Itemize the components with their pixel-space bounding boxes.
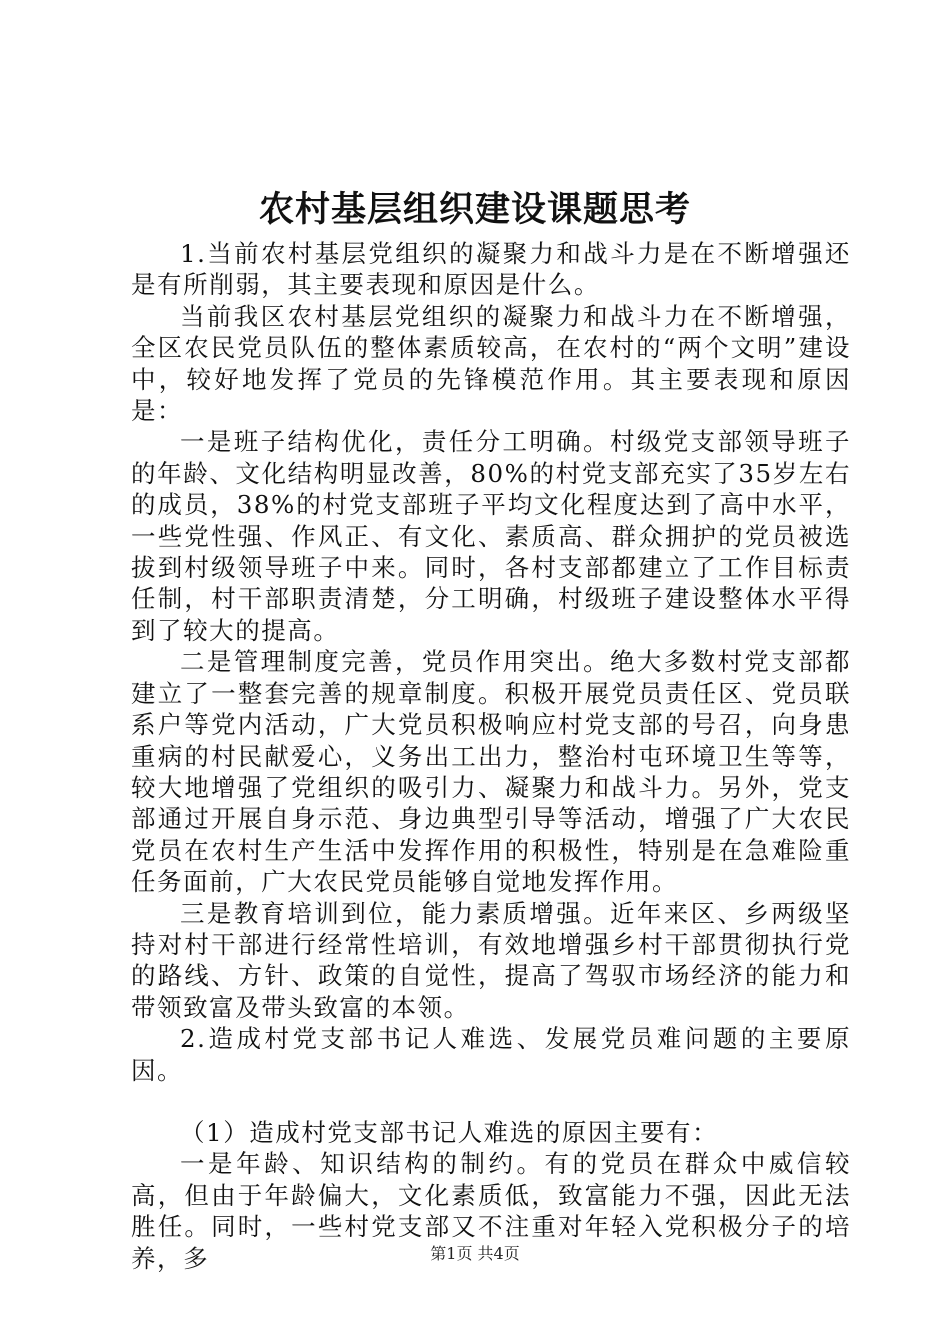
- paragraph-point-3: 三是教育培训到位，能力素质增强。近年来区、乡两级坚持对村干部进行经常性培训，有效地增强乡村干部贯彻执行党的路线、方针、政策的自觉性，提高了驾驭市场经济的能力和带领致富及带头致富的本领。: [131, 898, 851, 1022]
- page-footer: 第1页 共4页: [430, 1244, 520, 1263]
- paragraph-point-2: 二是管理制度完善，党员作用突出。绝大多数村党支部都建立了一整套完善的规章制度。积极开展党员责任区、党员联系户等党内活动，广大党员积极响应村党支部的号召，向身患重病的村民献爱心，义务出工出力，整治村屯环境卫生等等，较大地增强了党组织的吸引力、凝聚力和战斗力。另外，党支部通过开展自身示范、身边典型引导等活动，增强了广大农民党员在农村生产生活中发挥作用的积极性，特别是在急难险重任务面前，广大农民党员能够自觉地发挥作用。: [131, 647, 851, 897]
- paragraph-point-1: 一是班子结构优化，责任分工明确。村级党支部领导班子的年龄、文化结构明显改善，80%的村党支部充实了35岁左右的成员，38%的村党支部班子平均文化程度达到了高中水平，一些党性强、作风正、有文化、素质高、群众拥护的党员被选拔到村级领导班子中来。同时，各村支部都建立了工作目标责任制，村干部职责清楚，分工明确，村级班子建设整体水平得到了较大的提高。: [131, 427, 851, 645]
- paragraph-question-1: 1.当前农村基层党组织的凝聚力和战斗力是在不断增强还是有所削弱，其主要表现和原因是什么。: [131, 239, 851, 300]
- paragraph-answer-intro: 当前我区农村基层党组织的凝聚力和战斗力在不断增强，全区农民党员队伍的整体素质较高，在农村的“两个文明”建设中，较好地发挥了党员的先锋模范作用。其主要表现和原因是：: [131, 301, 851, 426]
- paragraph-subheading-1: （1）造成村党支部书记人难选的原因主要有：: [180, 1117, 719, 1147]
- paragraph-question-2: 2.造成村党支部书记人难选、发展党员难问题的主要原因。: [131, 1024, 851, 1085]
- document-body: [131, 238, 851, 1274]
- paragraph-reason-1: 一是年龄、知识结构的制约。有的党员在群众中威信较高，但由于年龄偏大，文化素质低，致富能力不强，因此无法胜任。同时，一些村党支部又不注重对年轻入党积极分子的培养，多: [131, 1149, 851, 1273]
- document-title: 农村基层组织建设课题思考: [258, 189, 691, 230]
